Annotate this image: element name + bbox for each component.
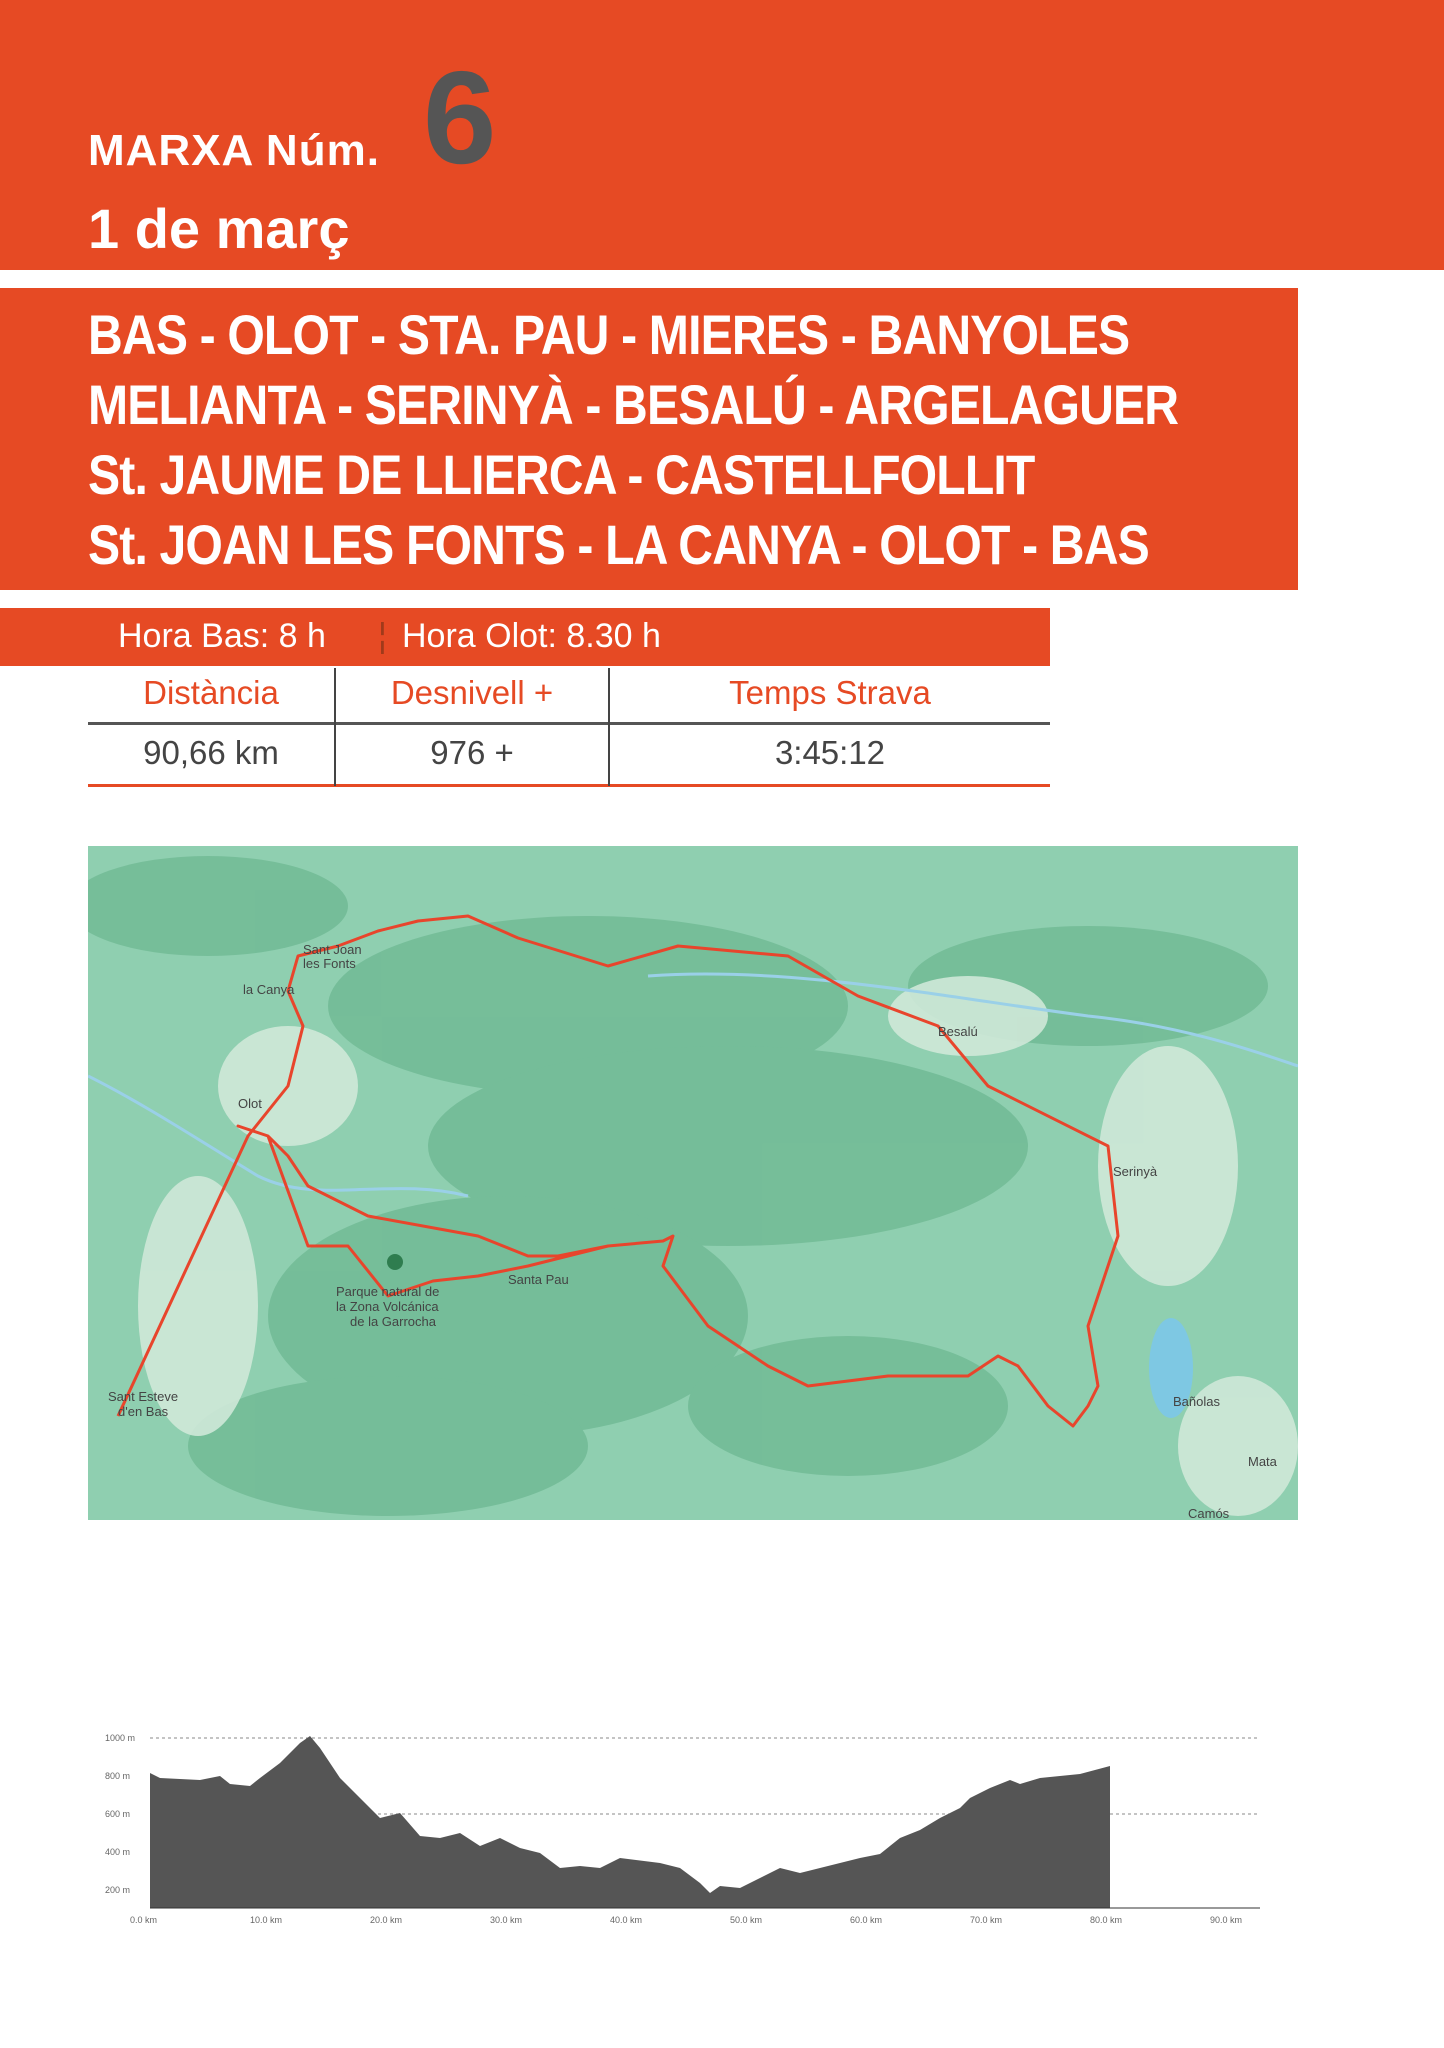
x-tick-70: 70.0 km [970,1915,1003,1925]
label-banolas: Bañolas [1173,1394,1220,1409]
route-box [0,288,1298,590]
hora-olot: Hora Olot: 8.30 h [402,617,661,655]
y-tick-400: 400 m [105,1847,131,1857]
schedule-bar [0,608,1050,666]
label-olot: Olot [238,1096,262,1111]
park-icon [387,1254,403,1270]
route-line-4: St. JOAN LES FONTS - LA CANYA - OLOT - BAS [88,513,1149,576]
x-tick-80: 80.0 km [1090,1915,1123,1925]
label-sant-esteve-2: d'en Bas [118,1404,169,1419]
label-sant-esteve-1: Sant Esteve [108,1389,179,1404]
label-santa-pau: Santa Pau [508,1272,569,1287]
y-tick-1000: 1000 m [105,1733,136,1743]
y-tick-800: 800 m [105,1771,131,1781]
table-header-rule [88,722,1050,725]
table-bottom-rule [88,784,1050,787]
route-line-1: BAS - OLOT - STA. PAU - MIERES - BANYOLES [88,303,1130,366]
route-line-3: St. JAUME DE LLIERCA - CASTELLFOLLIT [88,443,1035,506]
y-tick-200: 200 m [105,1885,131,1895]
x-tick-20: 20.0 km [370,1915,403,1925]
value-distancia: 90,66 km [143,734,279,771]
label-sant-joan-1: Sant Joan [303,942,362,957]
x-tick-10: 10.0 km [250,1915,283,1925]
table-divider-2 [608,668,610,786]
x-tick-90: 90.0 km [1210,1915,1243,1925]
header-desnivell: Desnivell + [390,674,554,711]
table-divider-1 [334,668,336,786]
route-line-2: MELIANTA - SERINYÀ - BESALÚ - ARGELAGUER [88,373,1179,436]
value-temps: 3:45:12 [774,734,886,771]
header-distancia: Distància [143,674,279,711]
y-tick-600: 600 m [105,1809,131,1819]
elevation-fill [150,1736,1110,1908]
schedule-separator: ¦ [378,617,387,655]
x-tick-50: 50.0 km [730,1915,763,1925]
x-tick-40: 40.0 km [610,1915,643,1925]
x-tick-60: 60.0 km [850,1915,883,1925]
value-desnivell: 976 + [430,734,514,771]
label-park-1: Parque natural de [336,1284,440,1299]
label-park-2: la Zona Volcánica [336,1299,439,1314]
label-camos: Camós [1188,1506,1230,1520]
label-la-canya: la Canya [243,982,295,997]
label-park-3: de la Garrocha [350,1314,436,1329]
label-mata: Mata [1248,1454,1277,1469]
header-temps: Temps Strava [729,674,931,711]
header-band [0,0,1444,270]
elevation-profile [100,1718,1280,1928]
x-tick-0: 0.0 km [130,1915,158,1925]
event-date: 1 de març [88,197,350,260]
marxa-label: MARXA Núm. [88,126,380,175]
x-tick-30: 30.0 km [490,1915,523,1925]
route-map[interactable] [88,846,1298,1520]
marxa-number: 6 [423,44,497,191]
label-sant-joan-2: les Fonts [303,956,356,971]
hora-bas: Hora Bas: 8 h [118,617,326,655]
label-besalu: Besalú [938,1024,978,1039]
label-serinya: Serinyà [1113,1164,1158,1179]
